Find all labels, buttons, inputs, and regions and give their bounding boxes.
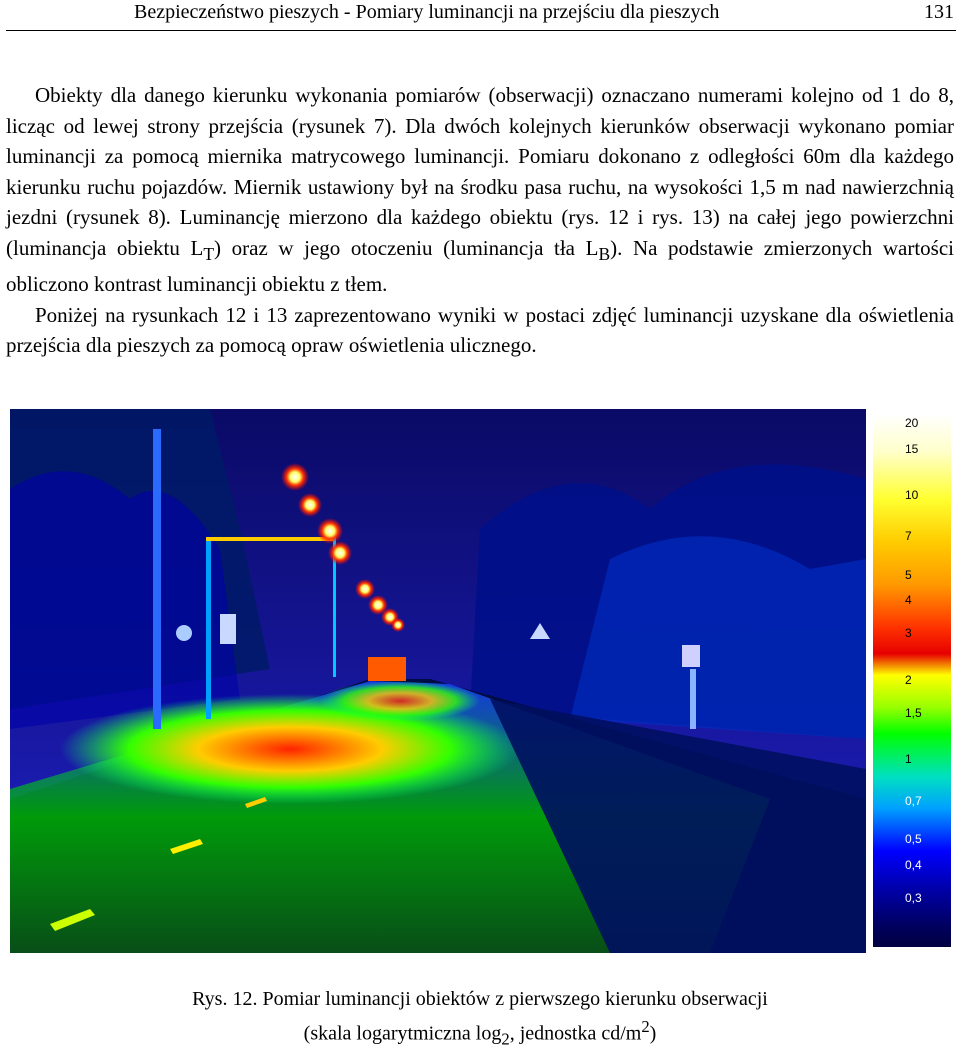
- scale-label: 0,7: [905, 794, 922, 808]
- running-title: Bezpieczeństwo pieszych - Pomiary luminancji na przejściu dla pieszych: [134, 1, 720, 23]
- caption-line-2-a: (skala logarytmiczna log: [303, 1022, 502, 1045]
- paragraph-2: Poniżej na rysunkach 12 i 13 zaprezentowano wyniki w postaci zdjęć luminancji uzyskane dla oświetlenia przejścia dla pieszych za pomocą opraw oświetlenia ulicznego.: [6, 302, 954, 358]
- running-header: [6, 0, 956, 31]
- subscript-b: B: [598, 243, 611, 264]
- scale-label: 0,5: [905, 832, 922, 846]
- luminance-photo-graphic: [10, 409, 866, 953]
- caption-superscript: 2: [641, 1017, 650, 1036]
- page-number: 131: [924, 1, 954, 23]
- scale-label: 3: [905, 626, 912, 640]
- body-text: [6, 80, 954, 361]
- paragraph-1-text-a: Obiekty dla danego kierunku wykonania pomiarów (obserwacji) oznaczano numerami kolejno od 1 do 8, licząc od lewej strony przejścia (rysunek 7). Dla dwóch kolejnych kierunków obserwacji wykonano pomiar luminancji za pomocą miernika matrycowego luminancji. Pomiaru dokonano z odległości 60m dla każdego kierunku ruchu pojazdów. Miernik ustawiony był na środku pasa ruchu, na wysokości 1,5 m nad nawierzchnią jezdni (rysunek 8). Luminancję mierzono dla każdego obiektu (rys. 12 i rys. 13) na całej jego powierzchni (luminancja obiektu L: [6, 83, 954, 260]
- caption-line-2-b: , jednostka cd/m: [509, 1022, 642, 1045]
- scale-label: 2: [905, 673, 912, 687]
- subscript-t: T: [203, 243, 215, 264]
- luminance-scale-bar: [873, 414, 951, 947]
- paragraph-1-text-b: ) oraz w jego otoczeniu (luminancja tła L: [214, 235, 599, 260]
- luminance-image: [10, 409, 866, 953]
- scale-label: 7: [905, 529, 912, 543]
- caption-line-2-c: ): [649, 1022, 657, 1045]
- caption-line-2: [0, 1013, 960, 1054]
- scale-label: 10: [905, 488, 919, 502]
- caption-line-1: Rys. 12. Pomiar luminancji obiektów z pierwszego kierunku obserwacji: [192, 988, 768, 1010]
- scale-label: 1: [905, 752, 912, 766]
- paragraph-1: [6, 80, 954, 300]
- scale-label: 5: [905, 568, 912, 582]
- scale-label: 0,4: [905, 858, 922, 872]
- scale-label: 4: [905, 593, 912, 607]
- paragraph-1-text-c: ). Na podstawie zmierzonych wartości obliczono kontrast luminancji obiektu z tłem.: [6, 235, 954, 297]
- scale-label: 20: [905, 416, 919, 430]
- scale-label: 0,3: [905, 891, 922, 905]
- caption-subscript: 2: [501, 1029, 510, 1049]
- figure-caption: [0, 985, 960, 1054]
- scale-label: 15: [905, 442, 919, 456]
- scale-label: 1,5: [905, 706, 922, 720]
